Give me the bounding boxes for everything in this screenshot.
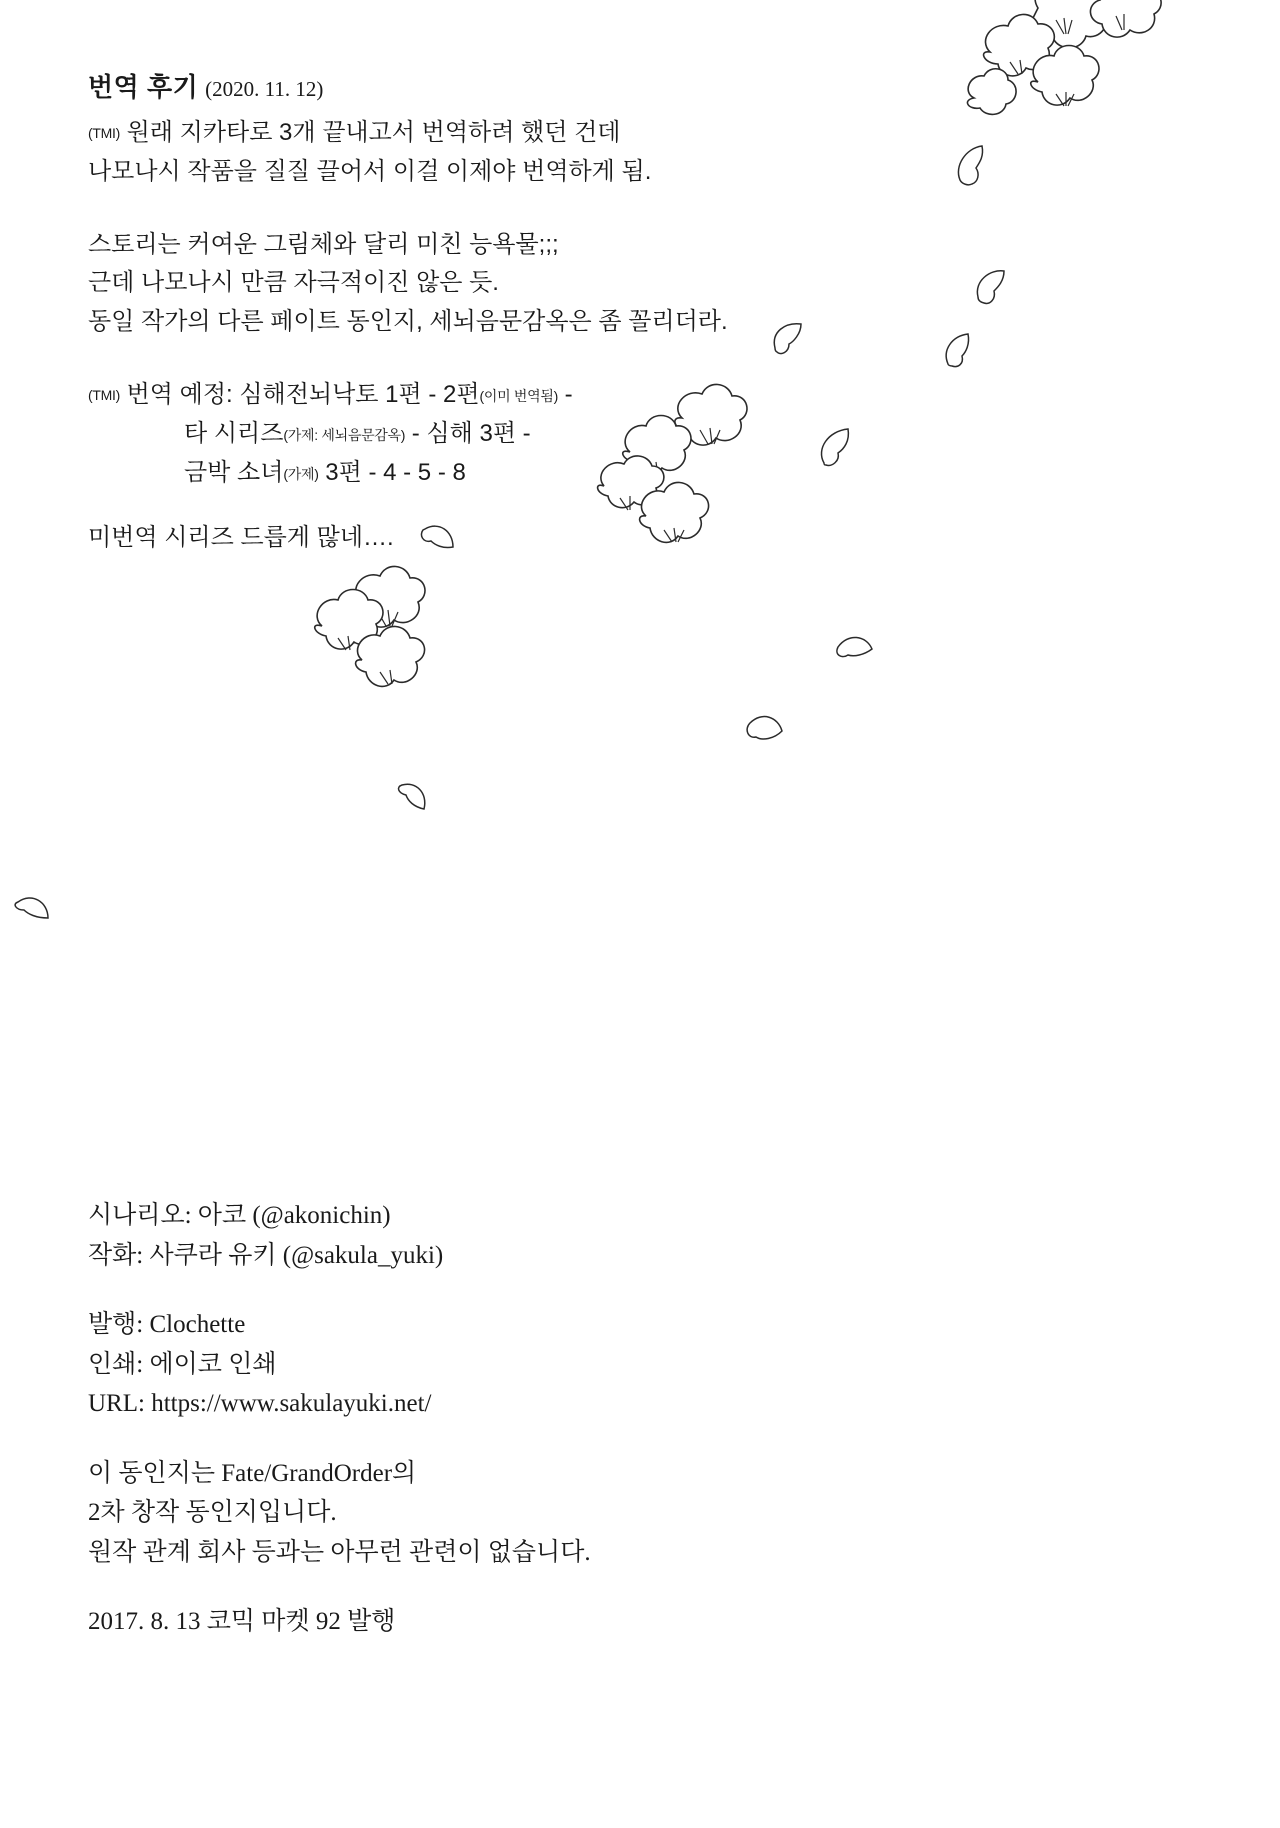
disclaimer-line-2: 2차 창작 동인지입니다. (88, 1499, 337, 1526)
plan-label-note: (이미 번역됨) (479, 388, 558, 405)
plan-line3-tail: 3편 - 4 - 5 - 8 (318, 458, 466, 486)
petal-icon (938, 330, 982, 374)
credit-scenario: 시나리오: 아코 (@akonichin) (88, 1202, 391, 1229)
credits-block (88, 1196, 908, 1642)
cherry-blossom-cluster-left (300, 580, 490, 720)
disclaimer-line-1: 이 동인지는 Fate/GrandOrder의 (88, 1459, 417, 1487)
disclaimer-line-3: 원작 관계 회사 등과는 아무런 관련이 없습니다. (88, 1538, 591, 1566)
translation-plan-line-2 (88, 415, 868, 454)
afterword-line-3: 스토리는 커여운 그림체와 달리 미친 능욕물;;; (88, 230, 559, 258)
afterword-date: (2020. 11. 12) (205, 77, 324, 101)
tmi-tag: (TMI) (88, 124, 120, 141)
plan-line2-note: (가제: 세뇌음문감옥) (283, 427, 406, 443)
plan-line3-note: (가제) (283, 465, 319, 482)
release-info: 2017. 8. 13 코믹 마켓 92 발행 (88, 1608, 396, 1635)
credit-url: URL: https://www.sakulayuki.net/ (88, 1390, 432, 1417)
plan-line2-head: 타 시리즈 (184, 420, 284, 447)
credit-art: 작화: 사쿠라 유키 (@sakula_yuki) (88, 1241, 444, 1269)
petal-icon (970, 265, 1016, 311)
petal-icon (390, 775, 434, 819)
credit-publisher: 발행: Clochette (88, 1311, 246, 1338)
afterword-line-5: 동일 작가의 다른 페이트 동인지, 세뇌음문감옥은 좀 꼴리더라. (88, 308, 728, 336)
afterword-line-2: 나모나시 작품을 질질 끌어서 이걸 이제야 번역하게 됨. (88, 157, 652, 185)
plan-line2-tail: - 심해 3편 - (405, 420, 531, 447)
credit-printer: 인쇄: 에이코 인쇄 (88, 1350, 277, 1378)
petal-icon (830, 625, 878, 673)
afterword-line-1 (88, 114, 868, 153)
petal-icon (10, 888, 56, 934)
plan-label: 번역 예정: 심해전뇌낙토 1편 - 2편 (119, 381, 480, 409)
afterword-title: 번역 후기 (88, 72, 199, 102)
afterword-title-line (88, 70, 868, 106)
translation-plan-line-1 (88, 376, 868, 415)
petal-icon (740, 705, 788, 753)
afterword-closing: 미번역 시리즈 드릅게 많네…. (88, 523, 394, 551)
cherry-blossom-cluster-top-right (850, 0, 1150, 220)
afterword-line-4: 근데 나모나시 만큼 자극적이진 않은 듯. (88, 269, 499, 297)
plan-line3-head: 금박 소녀 (184, 458, 284, 486)
afterword-line-1-text: 원래 지카타로 3개 끝내고서 번역하려 했던 건데 (119, 118, 621, 146)
translation-plan-line-3 (88, 454, 868, 493)
plan-label-tail: - (557, 381, 573, 409)
tmi-tag-plan: (TMI) (88, 387, 120, 404)
petal-icon (950, 140, 1000, 190)
afterword-block (88, 70, 868, 558)
